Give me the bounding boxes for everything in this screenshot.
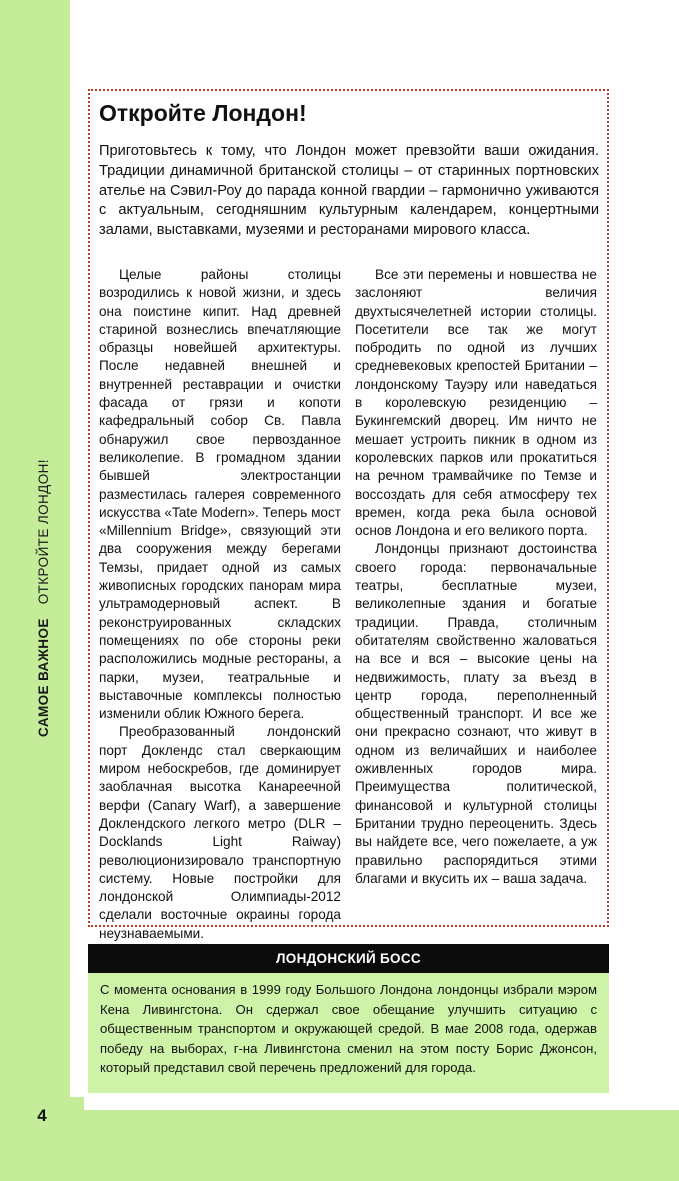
lead-paragraph: Приготовьтесь к тому, что Лондон может превзойти ваши ожидания. Традиции динамичной британской столицы – от старинных портновских ателье на Сэвил-Роу до парада конной гвардии – гармонично уживаются с актуальным, сегодняшним культурным календарем, концертными залами, выставками, музеями и ресторанами мирового класса. (99, 143, 599, 239)
chapter-label: ОТКРОЙТЕ ЛОНДОН! (36, 459, 51, 605)
body-paragraph: Преобразованный лондонский порт Доклендс стал сверкающим миром небоскребов, где доминирует заоблачная высотка Канареечной верфи (Canary Warf), а завершение Доклендского легкого метро (DLR – Docklands Light Raiway) революционизировало транспортную систему. Новые постройки для лондонской Олимпиады-2012 сделали восточные окраины города неузнаваемыми. (99, 724, 341, 941)
body-paragraph: Все эти перемены и новшества не заслоняют величия двухтысячелетней истории столицы. Посетители все так же могут побродить по одной из лучших средневековых крепостей Британии – лондонскому Тауэру или наведаться в королевскую резиденцию – Букингемский дворец. Им ничто не мешает устроить пикник в одном из королевских парков или прокатиться на речном трамвайчике по Темзе и воссоздать для себя атмосферу тех времен, когда река была основой основ Лондона и его великого порта. (355, 267, 597, 539)
section-label: САМОЕ ВАЖНОЕ (36, 618, 51, 737)
bottom-band (84, 1110, 679, 1181)
sidebar-heading: ЛОНДОНСКИЙ БОСС (88, 944, 609, 973)
page-number: 4 (37, 1106, 47, 1125)
side-banner-text (36, 459, 51, 737)
page-title: Откройте Лондон! (99, 100, 307, 126)
sidebar-box (88, 944, 609, 1093)
sidebar-text: С момента основания в 1999 году Большого Лондона лондонцы избрали мэром Кена Ливингстона. Он сдержал свое обещание улучшить ситуацию с общественным транспортом и окружающей средой. В мае 2008 года, одержав победу на выборах, г-на Ливингстона сменил на этом посту Борис Джонсон, который представил свой перечень предложений для города. (100, 982, 597, 1076)
column-left (99, 266, 341, 943)
body-paragraph: Целые районы столицы возродились к новой жизни, и здесь она поистине кипит. Над древней стариной вознеслись впечатляющие образцы новейшей архитектуры. После недавней внешней и внутренней реставрации и очистки фасада от грязи и копоти кафедральный собор Св. Павла обнаружил свое первозданное великолепие. В громадном здании бывшей электростанции разместилась галерея современного искусства «Tate Modern». Теперь мост «Millennium Bridge», связующий эти два сооружения между берегами Темзы, придает одной из самых живописных городских панорам мира ультрамодерновый аспект. В реконструированных складских помещениях по обе стороны реки расположились модные рестораны, а парки, музеи, театральные и выставочные комплексы полностью изменили облик Южного берега. (99, 267, 341, 722)
side-banner (0, 0, 70, 1097)
body-paragraph: Лондонцы признают достоинства своего города: первоначальные театры, бесплатные музеи, великолепные здания и богатые традиции. Правда, столичным обитателям свойственно жаловаться на все и вся – высокие цены на недвижимость, плату за въезд в центр города, переполненный общественный транспорт. И все же они прекрасно сознают, что живут в одном из величайших и наиболее оживленных городов мира. Преимущества политической, финансовой и культурной столицы Британии трудно переоценить. Здесь вы найдете все, чего пожелаете, а уж правильно распорядиться этими благами и вкусить их – ваша задача. (355, 541, 597, 886)
column-right (355, 266, 597, 888)
